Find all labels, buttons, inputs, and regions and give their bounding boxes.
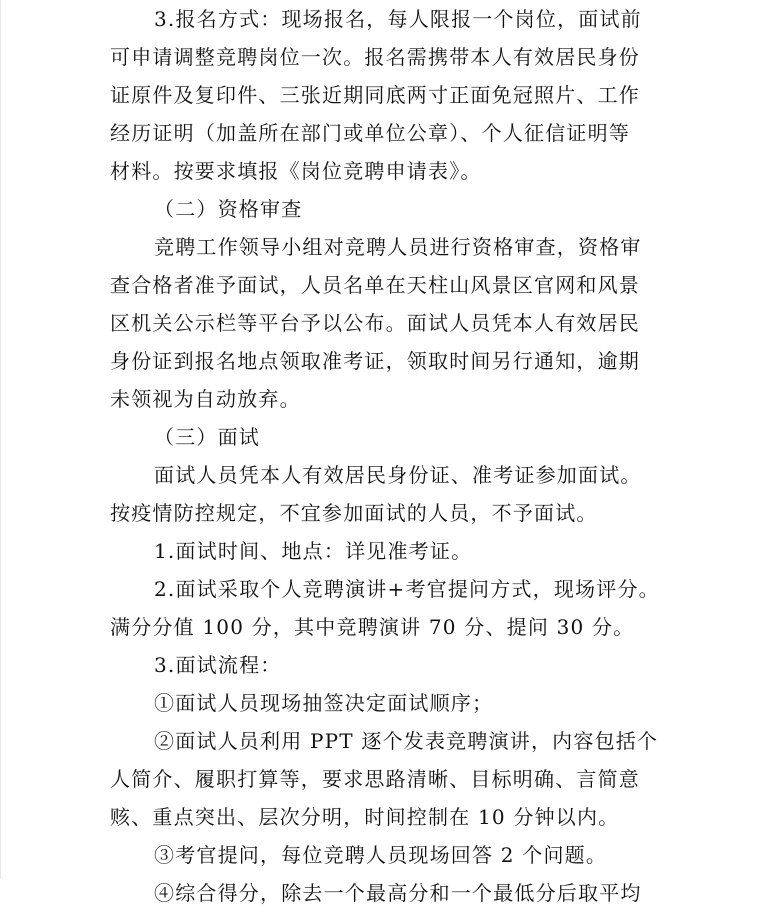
text-line-14: 按疫情防控规定，不宜参加面试的人员，不予面试。 [110,501,598,525]
section-heading-3: （三）面试 [154,425,260,449]
text-line-23: ③考官提问，每位竞聘人员现场回答 2 个问题。 [154,843,608,867]
text-line-8: 查合格者准予面试，人员名单在天柱山风景区官网和风景 [110,273,640,297]
text-line-17: 满分分值 100 分，其中竞聘演讲 70 分、提问 30 分。 [110,615,635,639]
text-line-24: ④综合得分，除去一个最高分和一个最低分后取平均 [154,881,642,905]
text-line-1: 3.报名方式：现场报名，每人限报一个岗位，面试前 [154,7,642,31]
text-line-11: 未领视为自动放弃。 [110,387,301,411]
text-line-18: 3.面试流程： [154,653,282,677]
text-line-4: 经历证明（加盖所在部门或单位公章）、个人征信证明等 [110,121,630,145]
text-line-19: ①面试人员现场抽签决定面试顺序； [154,691,494,715]
text-line-16: 2.面试采取个人竞聘演讲+考官提问方式，现场评分。 [154,577,660,601]
text-line-7: 竞聘工作领导小组对竞聘人员进行资格审查，资格审 [154,235,642,259]
section-heading-2: （二）资格审查 [154,197,303,221]
text-line-22: 赅、重点突出、层次分明，时间控制在 10 分钟以内。 [110,805,620,829]
text-line-5: 材料。按要求填报《岗位竞聘申请表》。 [110,159,482,183]
text-line-2: 可申请调整竞聘岗位一次。报名需携带本人有效居民身份 [110,45,640,69]
page-divider [0,0,1,879]
text-line-15: 1.面试时间、地点：详见准考证。 [154,539,473,563]
text-line-3: 证原件及复印件、三张近期同底两寸正面免冠照片、工作 [110,83,640,107]
text-line-10: 身份证到报名地点领取准考证，领取时间另行通知，逾期 [110,349,640,373]
text-line-13: 面试人员凭本人有效居民身份证、准考证参加面试。 [154,463,642,487]
text-line-21: 人简介、履职打算等，要求思路清晰、目标明确、言简意 [110,767,640,791]
text-line-9: 区机关公示栏等平台予以公布。面试人员凭本人有效居民 [110,311,640,335]
text-line-20: ②面试人员利用 PPT 逐个发表竞聘演讲，内容包括个 [154,729,659,753]
